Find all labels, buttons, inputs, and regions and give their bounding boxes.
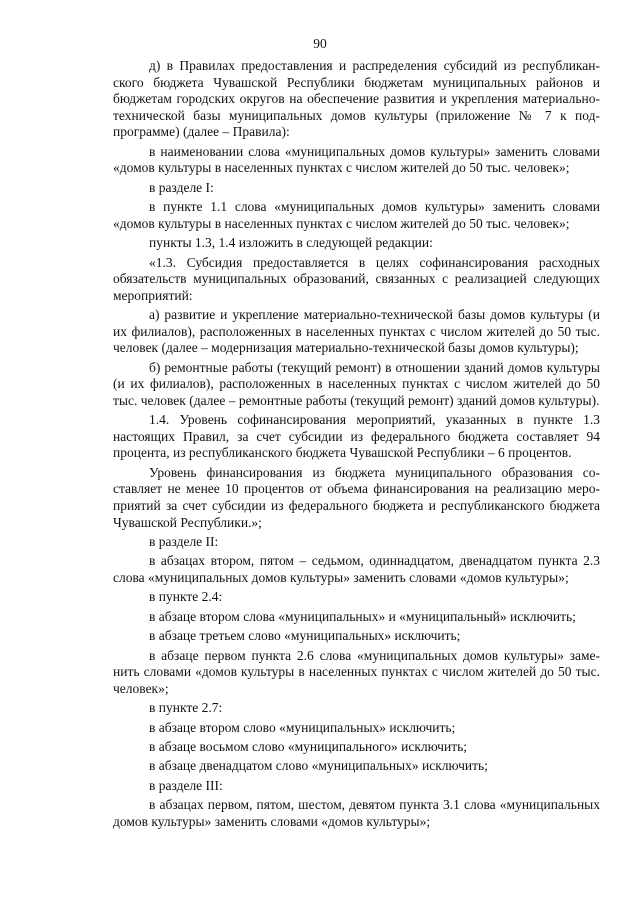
paragraph: в пункте 2.4:	[149, 589, 223, 605]
document-body	[113, 58, 600, 833]
paragraph: в разделе II:	[149, 534, 219, 549]
paragraph: пункты 1.3, 1.4 изложить в следующей редакции:	[149, 235, 433, 251]
paragraph: в наименовании слова «муниципальных домов культуры» заменить словами «домов культуры в населенных пунктах с числом жителей до 50 тыс. человек»;	[113, 143, 600, 176]
paragraph: в абзаце втором слова «муниципальных» и «муниципальный» исключить;	[149, 608, 576, 624]
paragraph: в абзацах втором, пятом – седьмом, одиннадцатом, двенадцатом пункта 2.3 слова «муниципальных домов культуры» заменить словами «домов культуры»;	[113, 553, 600, 585]
paragraph: в абзаце двенадцатом слово «муниципальных» исключить;	[149, 758, 488, 774]
paragraph: а) развитие и укрепление материально-технической базы домов культуры (и их филиалов), расположенных в населенных пунктах с числом жителей до 50 тыс. человек (далее – модернизация материально-технической базы домов культуры);	[113, 307, 600, 356]
page-number: 90	[313, 36, 327, 51]
paragraph: в пункте 1.1 слова «муниципальных домов культуры» заменить словами «домов культуры в населенных пунктах с числом жителей до 50 тыс. человек»;	[113, 199, 600, 231]
paragraph: в абзаце первом пункта 2.6 слова «муниципальных домов культуры» заменить словами «домов культуры в населенных пунктах с числом жителей до 50 тыс. человек»;	[113, 647, 600, 696]
paragraph: в абзаце восьмом слово «муниципального» исключить;	[149, 738, 468, 754]
paragraph: в разделе III:	[149, 777, 223, 793]
paragraph: в разделе I:	[149, 179, 214, 195]
paragraph: 1.4. Уровень софинансирования мероприятий, указанных в пункте 1.3 настоящих Правил, за счет субсидии из федерального бюджета составляет 94 процента, из республиканского бюджета Чувашской Республики – 6 процентов.	[113, 412, 600, 461]
paragraph: д) в Правилах предоставления и распределения субсидий из республиканского бюджета Чувашской Республики бюджетам муниципальных районов и бюджетам городских округов на обеспечение развития и укрепления материально-технической базы муниципальных домов культуры (приложение № 7 к подпрограмме) (далее – Правила):	[113, 58, 600, 140]
paragraph: «1.3. Субсидия предоставляется в целях софинансирования расходных обязательств муниципальных образований, связанных с реализацией следующих мероприятий:	[113, 254, 600, 303]
paragraph: в абзацах первом, пятом, шестом, девятом пункта 3.1 слова «муниципальных домов культуры» заменить словами «домов культуры»;	[113, 797, 600, 829]
paragraph: в абзаце третьем слово «муниципальных» исключить;	[149, 628, 461, 644]
paragraph: в пункте 2.7:	[149, 700, 223, 716]
paragraph: Уровень финансирования из бюджета муниципального образования составляет не менее 10 процентов от объема финансирования на реализацию мероприятий за счет субсидии из федерального бюджета и республиканского бюджета Чувашской Республики.»;	[113, 464, 600, 530]
paragraph: в абзаце втором слово «муниципальных» исключить;	[149, 719, 456, 735]
paragraph: б) ремонтные работы (текущий ремонт) в отношении зданий домов культуры (и их филиалов), расположенных в населенных пунктах с числом жителей до 50 тыс. человек (далее – ремонтные работы (текущий ремонт) зданий домов культуры).	[113, 359, 600, 408]
